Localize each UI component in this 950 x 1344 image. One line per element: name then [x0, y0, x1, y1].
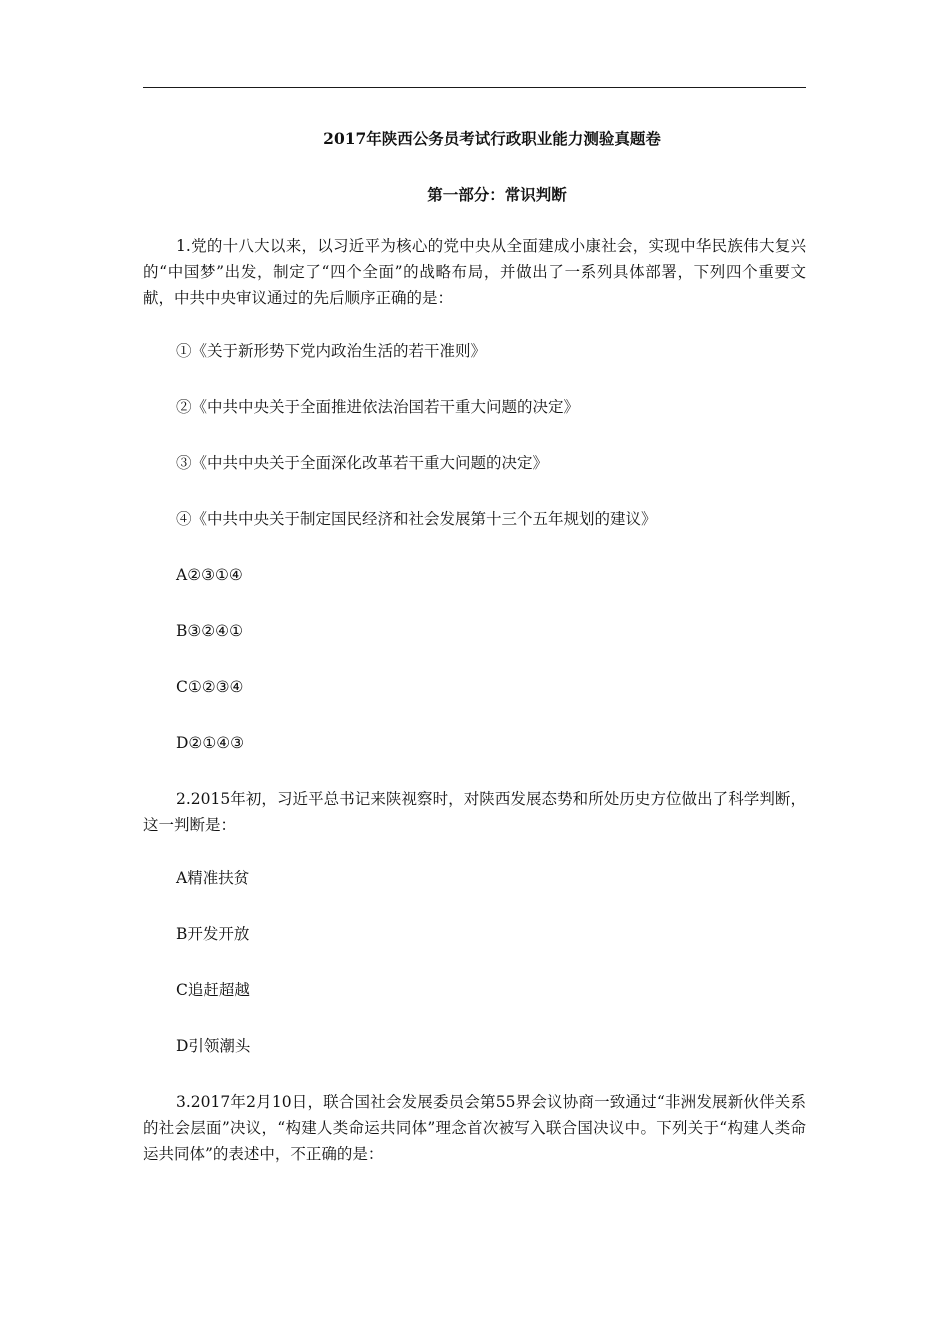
question-3	[143, 1089, 806, 1167]
question-2	[143, 786, 806, 1059]
header-rule	[143, 87, 806, 88]
document-body	[143, 128, 806, 1194]
answer-option: D②①④③	[176, 734, 245, 752]
answer-option: D引领潮头	[176, 1037, 251, 1055]
answer-option: B③②④①	[176, 622, 243, 640]
question-stem: 1.党的十八大以来，以习近平为核心的党中央从全面建成小康社会，实现中华民族伟大复兴的“中国梦”出发，制定了“四个全面”的战略布局，并做出了一系列具体部署，下列四个重要文献，中共中央审议通过的先后顺序正确的是：	[143, 237, 806, 307]
question-1	[143, 233, 806, 756]
answer-option: C追赶超越	[176, 981, 250, 999]
section-heading: 第一部分：常识判断	[427, 185, 567, 204]
answer-option: A精准扶贫	[176, 869, 250, 887]
document-title: 2017年陕西公务员考试行政职业能力测验真题卷	[323, 129, 661, 148]
question-stem: 3.2017年2月10日，联合国社会发展委员会第55界会议协商一致通过“非洲发展新伙伴关系的社会层面”决议，“构建人类命运共同体”理念首次被写入联合国决议中。下列关于“构建人类命运共同体”的表述中，不正确的是：	[143, 1093, 806, 1163]
answer-option: C①②③④	[176, 678, 244, 696]
answer-option: A②③①④	[176, 566, 243, 584]
document-item: ③《中共中央关于全面深化改革若干重大问题的决定》	[176, 454, 549, 472]
answer-option: B开发开放	[176, 925, 250, 943]
document-item: ④《中共中央关于制定国民经济和社会发展第十三个五年规划的建议》	[176, 510, 657, 528]
document-item: ②《中共中央关于全面推进依法治国若干重大问题的决定》	[176, 398, 580, 416]
document-item: ①《关于新形势下党内政治生活的若干准则》	[176, 342, 487, 360]
question-stem: 2.2015年初，习近平总书记来陕视察时，对陕西发展态势和所处历史方位做出了科学判断，这一判断是：	[143, 790, 806, 834]
